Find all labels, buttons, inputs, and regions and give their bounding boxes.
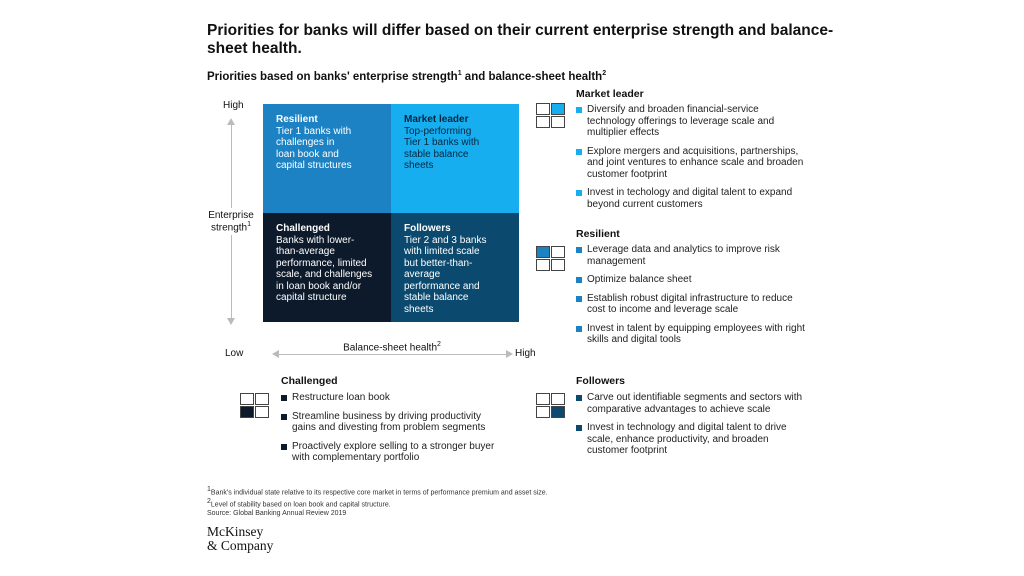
section-title-resilient: Resilient <box>576 228 620 240</box>
matrix-cell-resilient <box>263 104 391 213</box>
y-axis-label-footnote: 1 <box>247 221 252 228</box>
list-item-text: Explore mergers and acquisitions, partnerships, and joint ventures to enhance scale and broaden customer footprint <box>587 145 804 180</box>
list-item-text: Optimize balance sheet <box>587 274 692 285</box>
footnote-text: Bank's individual state relative to its respective core market in terms of performance premium and asset size. <box>210 489 548 497</box>
page-title: Priorities for banks will differ based on their current enterprise strength and balance-sheet health. <box>207 22 834 57</box>
bullet-square-icon <box>281 444 287 450</box>
y-axis-arrow-down-icon <box>227 318 235 325</box>
footnotes <box>207 486 548 518</box>
list-item-text: Diversify and broaden financial-service technology offerings to leverage scale and multiplier effects <box>587 104 775 138</box>
bullet-square-icon <box>281 414 287 420</box>
bullet-square-icon <box>576 247 582 253</box>
resilient-list <box>576 244 806 353</box>
list-item <box>576 323 806 346</box>
list-item-text: Invest in technology and digital talent to drive scale, enhance productivity, and broaden customer footprint <box>587 422 787 456</box>
y-axis-high-label: High <box>223 100 244 111</box>
subtitle-text: Priorities based on banks' enterprise strength <box>207 70 458 83</box>
matrix-cell-text: Top-performing Tier 1 banks with stable balance sheets <box>404 125 480 171</box>
list-item-text: Carve out identifiable segments and sectors with comparative advantages to achieve scale <box>587 392 803 415</box>
section-title-challenged: Challenged <box>281 375 338 387</box>
bullet-square-icon <box>576 190 582 196</box>
x-axis-label-text: Balance-sheet health <box>343 342 438 354</box>
mini-matrix-square <box>551 116 565 128</box>
footnote-2 <box>207 498 548 510</box>
list-item <box>576 146 806 181</box>
x-axis-arrow-left-icon <box>272 350 279 358</box>
axis-low-label: Low <box>225 348 244 359</box>
list-item <box>576 293 806 316</box>
footnote-text: Level of stability based on loan book and capital structure. <box>210 501 391 509</box>
bullet-square-icon <box>576 149 582 155</box>
list-item-text: Leverage data and analytics to improve risk management <box>587 244 780 267</box>
list-item-text: Invest in talent by equipping employees with right skills and digital tools <box>587 322 805 345</box>
mini-matrix-square-highlighted <box>536 246 550 258</box>
mini-matrix-square-highlighted <box>240 406 254 418</box>
bullet-square-icon <box>576 107 582 113</box>
list-item <box>576 244 806 267</box>
list-item-text: Invest in techology and digital talent to expand beyond current customers <box>587 187 793 210</box>
list-item <box>281 411 506 434</box>
matrix-cell-heading: Followers <box>404 223 451 234</box>
bullet-square-icon <box>576 395 582 401</box>
x-axis-label <box>340 339 444 353</box>
mini-matrix-square-highlighted <box>551 406 565 418</box>
y-axis-arrow-up-icon <box>227 118 235 125</box>
subtitle-footnote-2: 2 <box>602 70 607 77</box>
mini-matrix-square <box>255 393 269 405</box>
footnote-marker: 1 <box>207 486 211 493</box>
bullet-square-icon <box>281 395 287 401</box>
mini-matrix-followers-icon <box>536 393 566 419</box>
matrix-cell-market-leader <box>391 104 519 213</box>
list-item-text: Streamline business by driving productivity gains and divesting from problem segments <box>292 410 486 433</box>
list-item-text: Restructure loan book <box>292 392 390 403</box>
market-leader-list <box>576 104 806 217</box>
y-axis-label-text: Enterprise strength <box>208 210 254 234</box>
list-item <box>281 392 506 404</box>
followers-list <box>576 392 806 464</box>
mini-matrix-square <box>255 406 269 418</box>
mini-matrix-challenged-icon <box>240 393 270 419</box>
mini-matrix-square <box>536 116 550 128</box>
mini-matrix-square <box>536 103 550 115</box>
mini-matrix-square <box>551 259 565 271</box>
mini-matrix-market-leader-icon <box>536 103 566 129</box>
challenged-list <box>281 392 506 471</box>
matrix-cell-text: Banks with lower-than-average performance, limited scale, and challenges in loan book and/or capital structure <box>276 234 373 303</box>
list-item <box>281 441 506 464</box>
mini-matrix-square-highlighted <box>551 103 565 115</box>
mini-matrix-square <box>551 393 565 405</box>
list-item-text: Establish robust digital infrastructure to reduce cost to income and leverage scale <box>587 292 793 315</box>
mckinsey-logo <box>207 525 273 553</box>
mini-matrix-square <box>240 393 254 405</box>
mini-matrix-square <box>536 406 550 418</box>
footnote-1 <box>207 486 548 498</box>
x-axis-arrow-right-icon <box>506 350 513 358</box>
footnote-marker: 2 <box>207 497 211 505</box>
list-item <box>576 187 806 210</box>
list-item <box>576 274 806 286</box>
bullet-square-icon <box>576 425 582 431</box>
x-axis-high-label: High <box>515 348 536 359</box>
subtitle-text-2: and balance-sheet health <box>461 70 603 83</box>
section-title-market-leader: Market leader <box>576 88 644 100</box>
matrix-cell-heading: Market leader <box>404 114 469 125</box>
mini-matrix-resilient-icon <box>536 246 566 272</box>
matrix-cell-heading: Challenged <box>276 223 330 234</box>
x-axis-label-footnote: 2 <box>437 341 441 348</box>
logo-line-2: & Company <box>207 538 274 553</box>
matrix-cell-heading: Resilient <box>276 114 318 125</box>
list-item <box>576 392 806 415</box>
list-item <box>576 104 806 139</box>
y-axis-label <box>197 208 265 235</box>
chart-subtitle <box>207 70 606 83</box>
bullet-square-icon <box>576 296 582 302</box>
matrix-cell-text: Tier 2 and 3 banks with limited scale but better-than-average performance and stable balance sheets <box>404 234 487 315</box>
bullet-square-icon <box>576 277 582 283</box>
subtitle-footnote-1: 1 <box>457 70 462 77</box>
matrix-cell-challenged <box>263 213 391 322</box>
logo-line-1: McKinsey <box>207 524 264 539</box>
matrix-cell-text: Tier 1 banks with challenges in loan book and capital structures <box>276 125 352 171</box>
priority-matrix <box>263 104 519 322</box>
bullet-square-icon <box>576 326 582 332</box>
list-item-text: Proactively explore selling to a stronger buyer with complementary portfolio <box>292 440 495 463</box>
mini-matrix-square <box>536 393 550 405</box>
list-item <box>576 422 806 457</box>
section-title-followers: Followers <box>576 375 626 387</box>
source-note: Source: Global Banking Annual Review 2019 <box>207 509 347 517</box>
x-axis-line <box>278 354 508 355</box>
matrix-cell-followers <box>391 213 519 322</box>
mini-matrix-square <box>551 246 565 258</box>
mini-matrix-square <box>536 259 550 271</box>
